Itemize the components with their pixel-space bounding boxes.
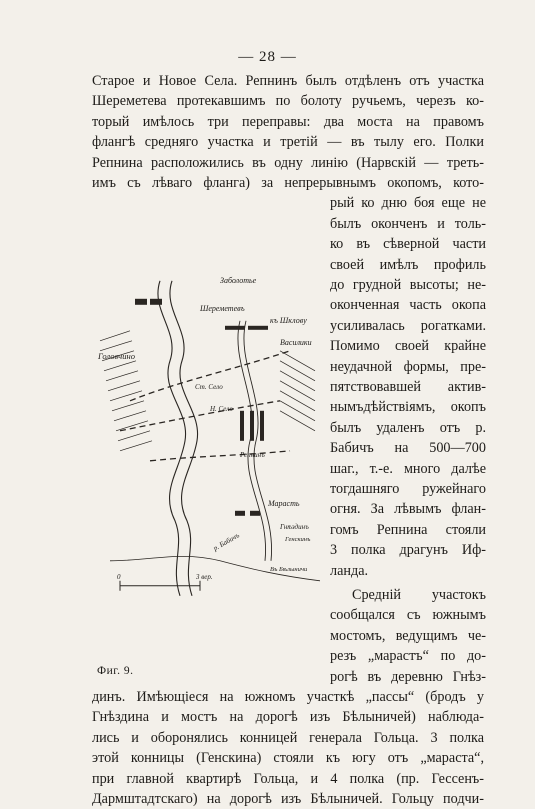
troop-markers [135, 299, 268, 516]
figure-caption: Фиг. 9. [97, 665, 134, 677]
text-line: нымъдѣйствіямъ, окопъ [330, 399, 486, 416]
text-line: былъ удаленъ отъ р. [330, 419, 486, 436]
map-label-sheremetev: Шереметевъ [200, 304, 245, 314]
dashed-line [150, 451, 290, 461]
text-line: до грудной высоты; не- [330, 277, 486, 293]
text-line: оконченная часть окопа [330, 297, 486, 314]
text-line: гомъ Репнина стояли [330, 521, 486, 538]
text-line: мостомъ, ведущимъ че- [330, 627, 486, 644]
text-line: имъ съ лѣваго фланга) за непрерывнымъ окопомъ, кото- [92, 175, 484, 191]
scale-label: 0 [117, 573, 121, 582]
page-number: — 28 — [238, 49, 297, 65]
text-line: ланда. [330, 562, 369, 579]
text-line: пятствовавшей актив- [330, 379, 486, 395]
text-line: этой конницы (Генскина) стояли къ югу отъ „мараста“, [92, 750, 484, 767]
text-line: неудачной формы, пре- [330, 358, 486, 375]
map-label-k-shklovu: къ Шклову [270, 316, 307, 326]
text-line: рогѣ въ деревню Гнѣз- [330, 668, 486, 685]
text-line: рый ко дню боя еще не [330, 195, 486, 212]
river-line [170, 281, 198, 596]
text-line: Дармштадтскаго) на дорогѣ изъ Бѣлыничей. Гольцу подчи- [92, 791, 484, 807]
text-line: флангѣ средняго участка и третій — въ тылу его. Полки [92, 134, 484, 151]
text-line: шаг., т.-е. много далѣе [330, 460, 486, 477]
text-line: былъ оконченъ и толь- [330, 215, 486, 232]
text-line: резъ „марастъ“ по до- [330, 648, 486, 665]
map-label-repnin: Репнинъ [240, 451, 265, 460]
text-line: Старое и Новое Села. Репнинъ былъ отдѣленъ отъ участка [92, 73, 484, 89]
map-label-golovchino: Головчино [98, 351, 135, 362]
map-label-zaboltye: Заболотье [220, 276, 257, 286]
battle-map [90, 201, 330, 661]
river-line [158, 281, 186, 596]
marsh-hatching [100, 331, 152, 451]
text-line: лись и оборонялись конницей генерала Гольца. 3 полка [92, 729, 484, 746]
text-line: Средній участокъ [352, 587, 486, 603]
marsh-hatching [280, 351, 315, 431]
text-line: при главной квартирѣ Гольца, и 4 полка (пр. Гессенъ- [92, 770, 484, 787]
dashed-line [130, 351, 290, 401]
map-label-marast: Марасть [268, 499, 300, 509]
text-line: Помимо своей крайне [330, 338, 486, 355]
text-line: торый имѣлось три переправы: два моста на правомъ [92, 113, 484, 130]
text-line: своей имѣлъ профиль [330, 256, 486, 273]
text-line: динъ. Имѣющіеся на южномъ участкѣ „пассы“ (бродъ у [92, 689, 484, 705]
map-label-r-babich: р. Бабичъ [212, 531, 241, 553]
map-label-gnezdin: Гнѣздинъ [280, 523, 309, 532]
map-label-genskin: Генскинъ [285, 536, 311, 544]
scale-label: 3 вер. [196, 573, 213, 582]
text-line: Шереметева протекавшимъ по болоту ручьемъ, черезъ ко- [92, 93, 484, 110]
text-line: огня. За лѣвымъ флан- [330, 501, 486, 518]
text-line: ко въ сѣверной части [330, 236, 486, 253]
stream-line [244, 321, 272, 561]
map-label-n-selo: Н. Село [210, 405, 233, 414]
map-label-st-selo: Ст. Село [195, 383, 223, 392]
battle-map-figure [90, 201, 330, 661]
text-line: Репнина расположились въ одну линію (Нарвскій — треть- [92, 154, 484, 171]
text-line: Бабичъ на 500—700 [330, 440, 486, 457]
text-line: сообщался съ южнымъ [330, 607, 486, 624]
text-line: тогдашняго ружейнаго [330, 481, 486, 497]
text-line: усиливалась рогатками. [330, 317, 486, 334]
map-label-belynichi: Въ Бѣлыничи [270, 566, 308, 574]
text-line: Гнѣздина и мостъ на дорогѣ изъ Бѣлыничей) наблюда- [92, 709, 484, 726]
map-label-vasilki: Василики [280, 338, 312, 348]
text-line: 3 полка драгунъ Иф- [330, 542, 486, 559]
